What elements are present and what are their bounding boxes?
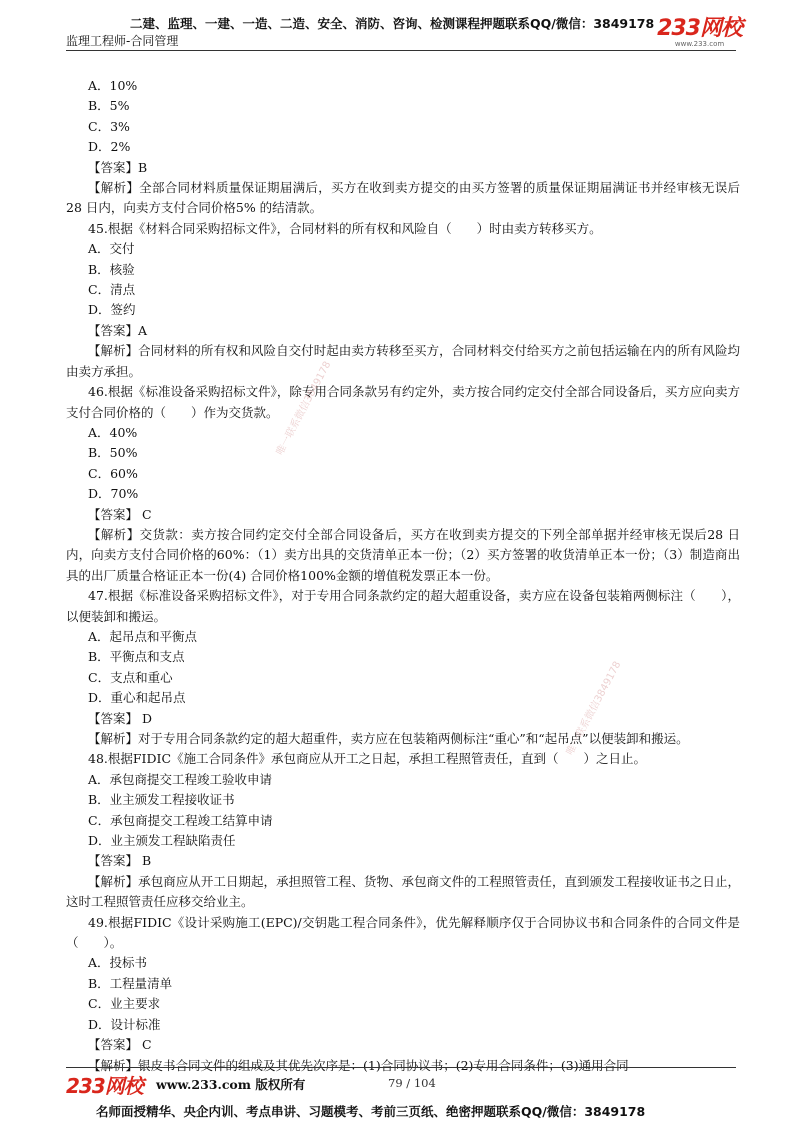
text-line: B．业主颁发工程接收证书 [88,792,235,808]
header-contact-line: 二建、监理、一建、一造、二造、安全、消防、咨询、检测课程押题联系QQ/微信：3849178 [130,16,655,31]
text-line: 【答案】 C [88,1037,152,1053]
watermark-2: 唯一联系微信3849178 [564,659,624,758]
header-divider [66,50,736,51]
text-line: A．投标书 [88,955,148,971]
text-line: 47.根据《标准设备采购招标文件》，对于专用合同条款约定的超大超重设备，卖方应在设备包装箱两侧标注（ ），以便装卸和搬运。 [66,588,740,624]
logo-url: www.233.com [674,40,725,48]
brand-logo [657,18,742,48]
footer-logo: 233网校 [66,1074,143,1098]
text-line: 【答案】 D [88,710,152,726]
text-line: 46.根据《标准设备采购招标文件》，除专用合同条款另有约定外，卖方按合同约定交付全部合同设备后，买方应向卖方支付合同价格的（ ）作为交货款。 [66,384,740,420]
logo-mark: 233网校 [657,16,742,41]
text-line: 【解析】银皮书合同文件的组成及其优先次序是：(1)合同协议书；(2)专用合同条件；(3)通用合同 [88,1057,629,1073]
text-line: 【解析】合同材料的所有权和风险自交付时起由卖方转移至买方，合同材料交付给买方之前包括运输在内的所有风险均由卖方承担。 [66,343,740,379]
text-line: D．重心和起吊点 [88,690,186,706]
text-line: 45.根据《材料合同采购招标文件》，合同材料的所有权和风险自（ ）时由卖方转移买方。 [88,220,602,236]
text-line: 【解析】交货款：卖方按合同约定交付全部合同设备后，买方在收到卖方提交的下列全部单据并经审核无误后28 日内，向卖方支付合同价格的60%：（1）卖方出具的交货清单正本一份；（2）买方签署的收货清单正本一份；（3）制造商出具的出厂质量合格证正本一份(4) 合同价格100%金额的增值税发票正本一份。 [66,526,740,583]
text-line: C．3% [88,118,130,134]
text-line: B．50% [88,445,138,461]
text-line: 48.根据FIDIC《施工合同条件》承包商应从开工之日起，承担工程照管责任，直到（ ）之日止。 [88,751,647,767]
text-line: C．支点和重心 [88,669,173,685]
footer-divider [66,1067,736,1068]
footer-copyright: www.233.com 版权所有 [156,1077,306,1092]
text-line: 【解析】承包商应从开工日期起，承担照管工程、货物、承包商文件的工程照管责任，直到颁发工程接收证书之日止，这时工程照管责任应移交给业主。 [66,873,740,910]
text-line: 【解析】对于专用合同条款约定的超大超重件，卖方应在包装箱两侧标注“重心”和“起吊点”以便装卸和搬运。 [88,731,689,746]
text-line: 【答案】 B [88,853,152,869]
text-line: 49.根据FIDIC《设计采购施工(EPC)/交钥匙工程合同条件》，优先解释顺序仅于合同协议书和合同条件的合同文件是（ ）。 [66,914,740,951]
text-line: D．设计标准 [88,1016,161,1032]
text-line: C．60% [88,465,138,481]
text-line: A．起吊点和平衡点 [88,628,198,644]
text-line: C．清点 [88,282,136,298]
page-number: 79 / 104 [388,1076,436,1090]
text-line: 【解析】全部合同材料质量保证期届满后，买方在收到卖方提交的由买方签署的质量保证期届满证书并经审核无误后28 日内，向卖方支付合同价格5% 的结清款。 [66,180,740,216]
text-line: A．承包商提交工程竣工验收申请 [88,771,273,787]
text-line: B．5% [88,98,130,114]
text-line: D．2% [88,139,131,155]
text-line: A．10% [88,78,138,93]
text-line: 【答案】A [88,322,148,338]
text-line: A．交付 [88,241,135,257]
document-body [66,76,740,1076]
document-subtitle: 监理工程师-合同管理 [66,34,179,48]
text-line: 【答案】B [88,159,148,175]
footer-promo-line: 名师面授精华、央企内训、考点串讲、习题模考、考前三页纸、绝密押题联系QQ/微信：3849178 [96,1104,646,1119]
text-line: D．签约 [88,302,136,318]
text-line: B．核验 [88,261,135,277]
text-line: C．业主要求 [88,996,161,1012]
text-line: A．40% [88,424,138,440]
text-line: B．工程量清单 [88,975,173,991]
text-line: C．承包商提交工程竣工结算申请 [88,812,273,828]
text-line: D．70% [88,486,139,502]
watermark-1: 唯一联系微信3849178 [274,359,334,458]
text-line: 【答案】 C [88,506,152,522]
text-line: B．平衡点和支点 [88,649,185,665]
text-line: D．业主颁发工程缺陷责任 [88,833,236,849]
